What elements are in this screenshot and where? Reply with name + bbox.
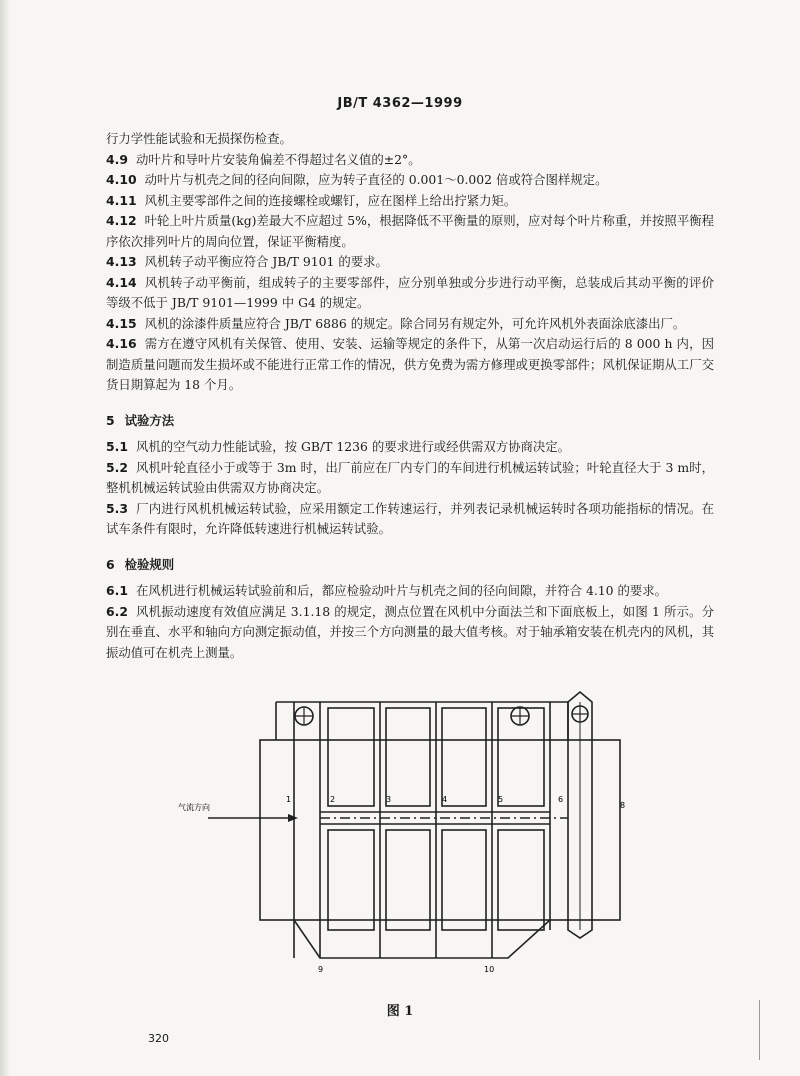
fan-measurement-figure [168, 690, 648, 990]
paragraph-4-13: 4.13 风机转子动平衡应符合 JB/T 9101 的要求。 [106, 254, 388, 269]
scan-mark [759, 1000, 760, 1060]
flow-direction-label: 气流方向 [178, 803, 210, 812]
base-skirt [294, 920, 550, 958]
paragraph-4-12: 4.12 叶轮上叶片质量(kg)差最大不应超过 5%，根据降低不平衡量的原则，应对每个叶片称重，并按照平衡程序依次排列叶片的周向位置，保证平衡精度。 [106, 213, 714, 249]
panel-lower-4 [498, 830, 544, 930]
paragraph-cont: 行力学性能试验和无损探伤检查。 [106, 131, 292, 146]
body-text [106, 129, 714, 663]
point-label-5: 5 [498, 795, 504, 804]
flow-arrow-head [288, 814, 298, 822]
section-5-heading: 5 试验方法 [106, 412, 175, 428]
paragraph-5-2: 5.2 风机叶轮直径小于或等于 3m 时，出厂前应在厂内专门的车间进行机械运转试验；叶轮直径大于 3 m时，整机机械运转试验由供需双方协商决定。 [106, 459, 714, 495]
paragraph-5-3: 5.3 厂内进行风机机械运转试验，应采用额定工作转速运行，并列表记录机械运转时各项功能指标的情况。在试车条件有限时，允许降低转速进行机械运转试验。 [106, 500, 714, 536]
fan-casing [260, 740, 620, 920]
paragraph-4-10: 4.10 动叶片与机壳之间的径向间隙，应为转子直径的 0.001～0.002 倍或符合图样规定。 [106, 172, 608, 187]
paragraph-4-11: 4.11 风机主要零部件之间的连接螺栓或螺钉，应在图样上给出拧紧力矩。 [106, 192, 517, 208]
panel-upper-2 [386, 708, 430, 806]
panel-lower-1 [328, 830, 374, 930]
point-label-2: 2 [330, 795, 336, 804]
paragraph-4-9: 4.9 动叶片和导叶片安装角偏差不得超过名义值的±2°。 [106, 151, 421, 167]
page-header: JB/T 4362—1999 [337, 96, 463, 111]
point-label-3: 3 [386, 795, 392, 804]
paragraph-5-1: 5.1 风机的空气动力性能试验，按 GB/T 1236 的要求进行或经供需双方协商决定。 [106, 439, 571, 454]
point-label-8: 8 [620, 801, 626, 810]
point-label-9: 9 [318, 965, 324, 974]
section-6-heading: 6 检验规则 [106, 556, 175, 572]
panel-upper-3 [442, 708, 486, 806]
figure-caption: 图 1 [386, 1004, 414, 1019]
panel-lower-3 [442, 830, 486, 930]
page-number: 320 [148, 1032, 169, 1045]
paragraph-4-16: 4.16 需方在遵守风机有关保管、使用、安装、运输等规定的条件下，从第一次启动运行后的 8 000 h 内，因制造质量问题而发生损坏或不能进行正常工作的情况，供方免费为需方修理或更换零部件；风机保证期从工厂交货日期算起为 18 个月。 [106, 336, 714, 392]
paragraph-4-14: 4.14 风机转子动平衡前，组成转子的主要零部件，应分别单独或分步进行动平衡，总装成后其动平衡的评价等级不低于 JB/T 9101—1999 中 G4 的规定。 [106, 274, 714, 310]
panel-lower-2 [386, 830, 430, 930]
paragraph-6-2: 6.2 风机振动速度有效值应满足 3.1.18 的规定，测点位置在风机中分面法兰和下面底板上，如图 1 所示。分别在垂直、水平和轴向方向测定振动值，并按三个方向测量的最大值考核。对于轴承箱安装在机壳内的风机，其振动值可在机壳上测量。 [106, 603, 714, 660]
scan-edge [0, 0, 10, 1076]
point-label-1: 1 [286, 795, 292, 804]
fan-diagram [168, 690, 648, 990]
paragraph-4-15: 4.15 风机的涂漆件质量应符合 JB/T 6886 的规定。除合同另有规定外，可允许风机外表面涂底漆出厂。 [106, 315, 686, 331]
point-label-6: 6 [558, 795, 564, 804]
point-label-4: 4 [442, 795, 448, 804]
panel-upper-1 [328, 708, 374, 806]
panel-upper-4 [498, 708, 544, 806]
point-label-10: 10 [484, 965, 495, 974]
paragraph-6-1: 6.1 在风机进行机械运转试验前和后，都应检验动叶片与机壳之间的径向间隙，并符合 4.10 的要求。 [106, 583, 668, 598]
